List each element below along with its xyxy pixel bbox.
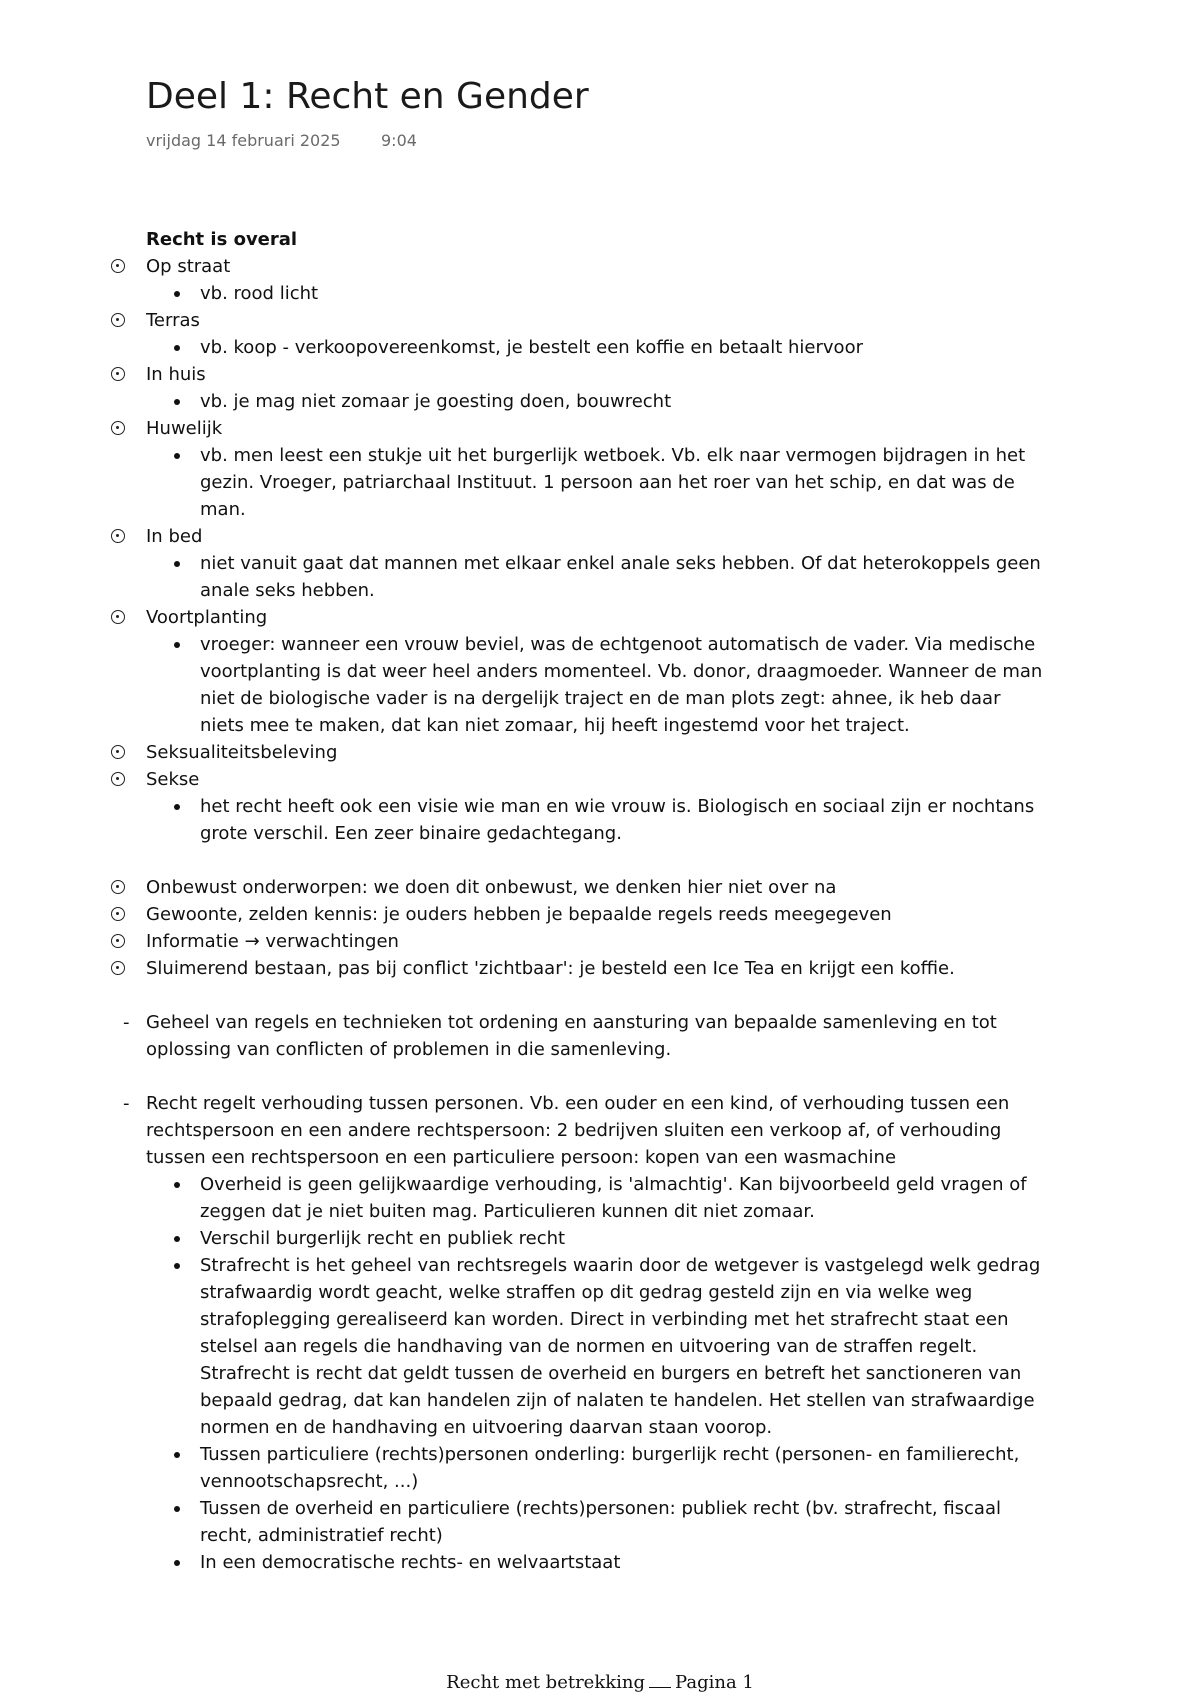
bullet-icon xyxy=(174,1236,180,1242)
outline-sub-text: het recht heeft ook een visie wie man en wie vrouw is. Biologisch en sociaal zijn er nochtans grote verschil. Een zeer binaire gedachtegang. xyxy=(200,796,1035,844)
circled-dot-icon[interactable] xyxy=(111,529,125,543)
outline-label: Voortplanting xyxy=(146,607,268,628)
outline-label: Sekse xyxy=(146,769,200,790)
outline-label: Op straat xyxy=(146,256,231,277)
circled-dot-icon[interactable] xyxy=(111,367,125,381)
outline-sub-text: vb. koop - verkoopovereenkomst, je bestelt een koffie en betaalt hiervoor xyxy=(200,337,863,358)
bullet-icon xyxy=(174,1452,180,1458)
circled-dot-icon[interactable] xyxy=(111,313,125,327)
trait-text: Onbewust onderworpen: we doen dit onbewust, we denken hier niet over na xyxy=(146,877,837,898)
outline-sub-text: vb. men leest een stukje uit het burgerlijk wetboek. Vb. elk naar vermogen bijdragen in het gezin. Vroeger, patriarchaal Instituut. 1 persoon aan het roer van het schip, en dat was de man. xyxy=(200,445,1026,520)
dash-sub-text: In een democratische rechts- en welvaartstaat xyxy=(200,1552,621,1573)
dash-sub-text: Tussen particuliere (rechts)personen onderling: burgerlijk recht (personen- en familierecht, vennootschapsrecht, ...) xyxy=(200,1444,1020,1492)
bullet-icon xyxy=(174,1560,180,1566)
bullet-icon xyxy=(174,291,180,297)
trait-text: Informatie → verwachtingen xyxy=(146,931,399,952)
footer-separator xyxy=(649,1686,671,1688)
circled-dot-icon[interactable] xyxy=(111,961,125,975)
bullet-icon xyxy=(174,1506,180,1512)
dash-sub-text: Overheid is geen gelijkwaardige verhouding, is 'almachtig'. Kan bijvoorbeeld geld vragen of zeggen dat je niet buiten mag. Particulieren kunnen dit niet zomaar. xyxy=(200,1174,1027,1222)
bullet-icon xyxy=(174,642,180,648)
page-title[interactable]: Deel 1: Recht en Gender xyxy=(146,76,589,117)
footer-page-number: Pagina 1 xyxy=(675,1672,754,1693)
outline-label: Seksualiteitsbeleving xyxy=(146,742,338,763)
circled-dot-icon[interactable] xyxy=(111,610,125,624)
page-time: 9:04 xyxy=(381,131,417,150)
dash-sub-text: Verschil burgerlijk recht en publiek recht xyxy=(200,1228,566,1249)
page-date: vrijdag 14 februari 2025 xyxy=(146,131,341,150)
circled-dot-icon[interactable] xyxy=(111,421,125,435)
section-heading: Recht is overal xyxy=(146,229,298,250)
bullet-icon xyxy=(174,399,180,405)
outline-label: Terras xyxy=(146,310,200,331)
bullet-icon xyxy=(174,1182,180,1188)
bullet-icon xyxy=(174,561,180,567)
page-footer xyxy=(0,1672,1200,1693)
outline-sub-text: vb. rood licht xyxy=(200,283,319,304)
circled-dot-icon[interactable] xyxy=(111,934,125,948)
page-meta xyxy=(146,131,417,150)
circled-dot-icon[interactable] xyxy=(111,772,125,786)
outline-label: Huwelijk xyxy=(146,418,223,439)
circled-dot-icon[interactable] xyxy=(111,259,125,273)
dash-text: Geheel van regels en technieken tot ordening en aansturing van bepaalde samenleving en tot oplossing van conflicten of problemen in die samenleving. xyxy=(146,1012,997,1060)
bullet-icon xyxy=(174,1263,180,1269)
outline-label: In bed xyxy=(146,526,203,547)
outline-label: In huis xyxy=(146,364,206,385)
circled-dot-icon[interactable] xyxy=(111,907,125,921)
dash-sub-text: Strafrecht is het geheel van rechtsregels waarin door de wetgever is vastgelegd welk gedrag strafwaardig wordt geacht, welke straffen op dit gedrag gesteld zijn en via welke weg strafoplegging gerealiseerd kan worden. Direct in verbinding met het strafrecht staat een stelsel aan regels die handhaving van de normen en uitvoering van de straffen regelt. Strafrecht is recht dat geldt tussen de overheid en burgers en betreft het sanctioneren van bepaald gedrag, dat kan handelen zijn of nalaten te handelen. Het stellen van strafwaardige normen en de handhaving en uitvoering daarvan staan voorop. xyxy=(200,1255,1041,1438)
trait-text: Sluimerend bestaan, pas bij conflict 'zichtbaar': je besteld een Ice Tea en krijgt een koffie. xyxy=(146,958,955,979)
outline-sub-text: niet vanuit gaat dat mannen met elkaar enkel anale seks hebben. Of dat heterokoppels geen anale seks hebben. xyxy=(200,553,1041,601)
bullet-icon xyxy=(174,453,180,459)
bullet-icon xyxy=(174,345,180,351)
dash-text: Recht regelt verhouding tussen personen. Vb. een ouder en een kind, of verhouding tussen een rechtspersoon en een andere rechtspersoon: 2 bedrijven sluiten een verkoop af, of verhouding tussen een rechtspersoon en een particuliere persoon: kopen van een wasmachine xyxy=(146,1093,1010,1168)
outline-sub-text: vb. je mag niet zomaar je goesting doen, bouwrecht xyxy=(200,391,672,412)
dash-icon: - xyxy=(123,1093,130,1114)
dash-sub-text: Tussen de overheid en particuliere (rechts)personen: publiek recht (bv. strafrecht, fiscaal recht, administratief recht) xyxy=(200,1498,1001,1546)
dash-icon: - xyxy=(123,1012,130,1033)
footer-section: Recht met betrekking xyxy=(446,1672,646,1693)
circled-dot-icon[interactable] xyxy=(111,745,125,759)
bullet-icon xyxy=(174,804,180,810)
circled-dot-icon[interactable] xyxy=(111,880,125,894)
outline-sub-text: vroeger: wanneer een vrouw beviel, was de echtgenoot automatisch de vader. Via medische voortplanting is dat weer heel anders momenteel. Vb. donor, draagmoeder. Wanneer de man niet de biologische vader is na dergelijk traject en de man plots zegt: ahnee, ik heb daar niets mee te maken, dat kan niet zomaar, hij heeft ingestemd voor het traject. xyxy=(200,634,1043,736)
trait-text: Gewoonte, zelden kennis: je ouders hebben je bepaalde regels reeds meegegeven xyxy=(146,904,892,925)
